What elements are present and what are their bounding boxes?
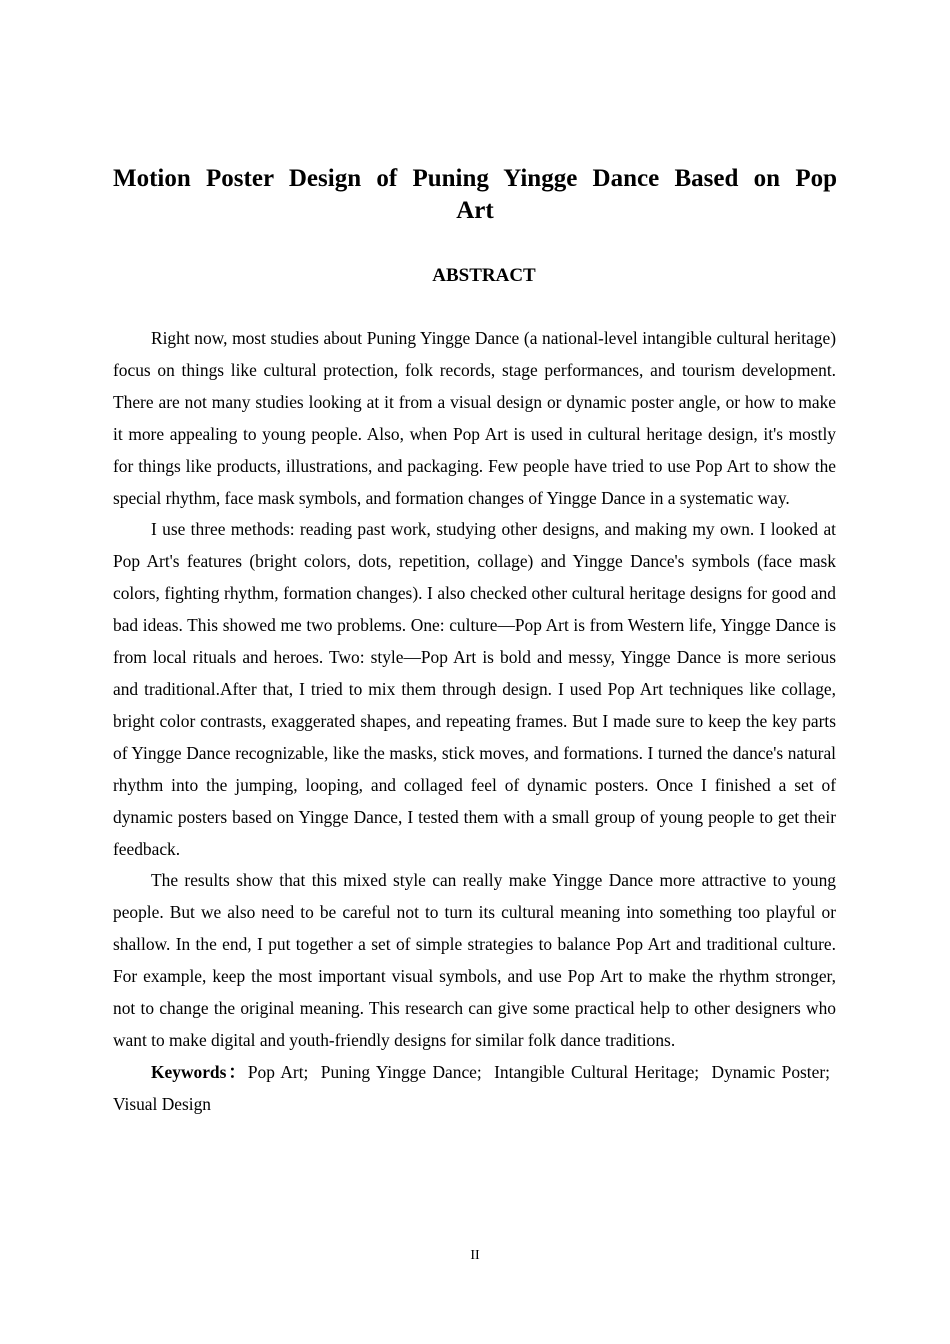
keyword-item: Visual Design (113, 1093, 211, 1114)
abstract-paragraph-1: Right now, most studies about Puning Yingge Dance (a national-level intangible cultural heritage) focus on things like cultural protection, folk records, stage performances, and tourism development. There are not many studies looking at it from a visual design or dynamic poster angle, or how to make it more appealing to young people. Also, when Pop Art is used in cultural heritage design, it's mostly for things like products, illustrations, and packaging. Few people have tried to use Pop Art to show the special rhythm, face mask symbols, and formation changes of Yingge Dance in a systematic way. (113, 328, 836, 508)
keyword-item: Dynamic Poster; (711, 1061, 830, 1082)
abstract-paragraph-2: I use three methods: reading past work, studying other designs, and making my own. I looked at Pop Art's features (bright colors, dots, repetition, collage) and Yingge Dance's symbols (face mask colors, fighting rhythm, formation changes). I also checked other cultural heritage designs for good and bad ideas. This showed me two problems. One: culture—Pop Art is from Western life, Yingge Dance is from local rituals and heroes. Two: style—Pop Art is bold and messy, Yingge Dance is more serious and traditional.After that, I tried to mix them through design. I used Pop Art techniques like collage, bright color contrasts, exaggerated shapes, and repeating frames. But I made sure to keep the key parts of Yingge Dance recognizable, like the masks, stick moves, and formations. I turned the dance's natural rhythm into the jumping, looping, and collaged feel of dynamic posters. Once I finished a set of dynamic posters based on Yingge Dance, I tested them with a small group of young people to get their feedback. (113, 519, 836, 859)
keyword-item: Puning Yingge Dance; (320, 1061, 482, 1082)
abstract-paragraph-3: The results show that this mixed style can really make Yingge Dance more attractive to young people. But we also need to be careful not to turn its cultural meaning into something too playful or shallow. In the end, I put together a set of simple strategies to balance Pop Art and traditional culture. For example, keep the most important visual symbols, and use Pop Art to make the rhythm stronger, not to change the original meaning. This research can give some practical help to other designers who want to make digital and youth-friendly designs for similar folk dance traditions. (113, 870, 836, 1050)
abstract-heading: ABSTRACT (432, 265, 536, 286)
keywords-line (113, 1057, 836, 1121)
abstract-body (113, 323, 836, 1121)
keywords-label: Keywords： (151, 1061, 248, 1082)
page-number: II (470, 1248, 480, 1263)
paper-title: Motion Poster Design of Puning Yingge Dance Based on Pop Art (113, 165, 837, 224)
keyword-item: Pop Art; (247, 1061, 309, 1082)
keyword-item: Intangible Cultural Heritage; (494, 1061, 700, 1082)
